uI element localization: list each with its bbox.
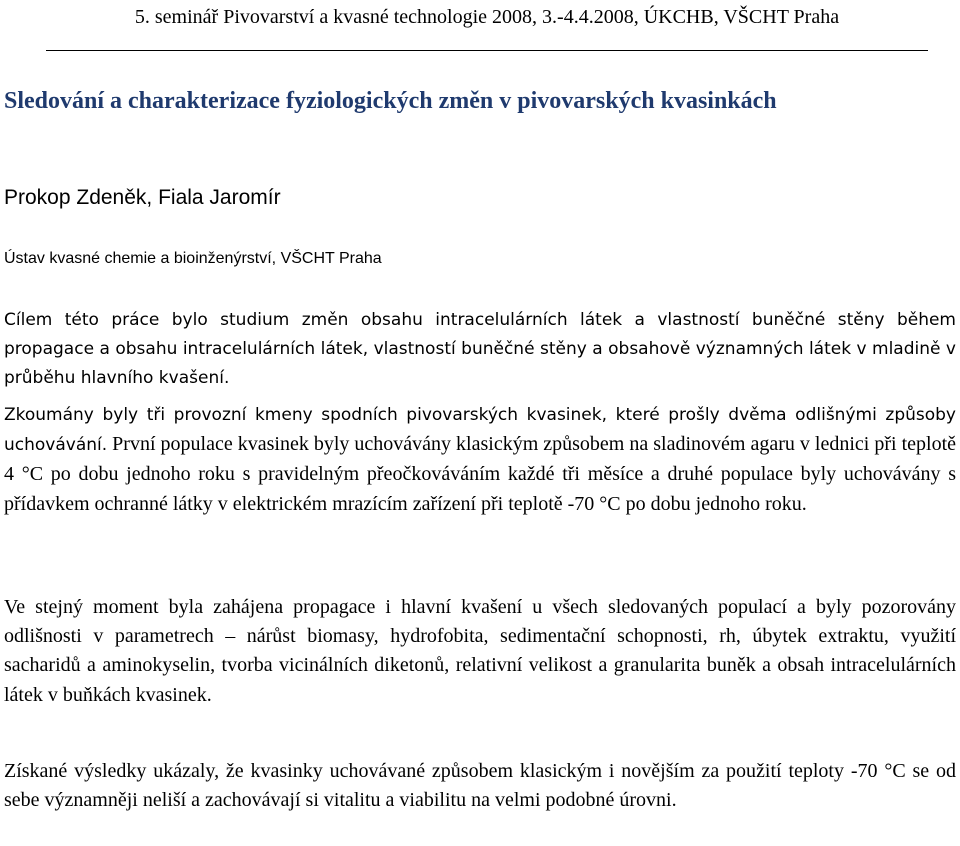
- paragraph-text: Cílem této práce bylo studium změn obsahu intracelulárních látek a vlastností buněčné stěny během propagace a obsahu intracelulárních látek, vlastností buněčné stěny a obsahově významných látek v mladině v průběhu hlavního kvašení.: [4, 310, 956, 389]
- abstract-paragraph-1: [4, 306, 956, 394]
- paragraph-text-serif: První populace kvasinek byly uchovávány klasickým způsobem na sladinovém agaru v lednici při teplotě 4 °C po dobu jednoho roku s pravidelným přeočkováváním každé tři měsíce a druhé populace byly uchovávány s přídavkem ochranné látky v elektrickém mrazícím zařízení při teplotě -70 °C po dobu jednoho roku.: [4, 433, 957, 515]
- running-header: 5. seminář Pivovarství a kvasné technologie 2008, 3.-4.4.2008, ÚKCHB, VŠCHT Praha: [134, 6, 840, 28]
- paragraph-text: Získané výsledky ukázaly, že kvasinky uchovávané způsobem klasickým i novějším za použití teploty -70 °C se od sebe významněji neliší a zachovávají si vitalitu a viabilitu na velmi podobné úrovni.: [4, 760, 956, 812]
- abstract-paragraph-4: [4, 757, 956, 815]
- header-rule: [46, 50, 928, 51]
- abstract-paragraph-3: [4, 593, 956, 710]
- article-title: Sledování a charakterizace fyziologických změn v pivovarských kvasinkách: [4, 88, 777, 114]
- paragraph-text-sans: Zkoumány byly tři provozní kmeny spodních pivovarských kvasinek, které prošly dvěma odlišnými způsoby uchovávání.: [4, 405, 956, 456]
- paragraph-text: Ve stejný moment byla zahájena propagace i hlavní kvašení u všech sledovaných populací a byly pozorovány odlišnosti v parametrech – nárůst biomasy, hydrofobita, sedimentační schopnosti, rh, úbytek extraktu, využití sacharidů a aminokyselin, tvorba vicinálních diketonů, relativní velikost a granularita buněk a obsah intracelulárních látek v buňkách kvasinek.: [4, 596, 956, 706]
- paragraph-text: [4, 400, 956, 519]
- abstract-paragraph-2: [4, 400, 956, 519]
- authors: Prokop Zdeněk, Fiala Jaromír: [4, 186, 281, 209]
- affiliation: Ústav kvasné chemie a bioinženýrství, VŠCHT Praha: [4, 250, 382, 267]
